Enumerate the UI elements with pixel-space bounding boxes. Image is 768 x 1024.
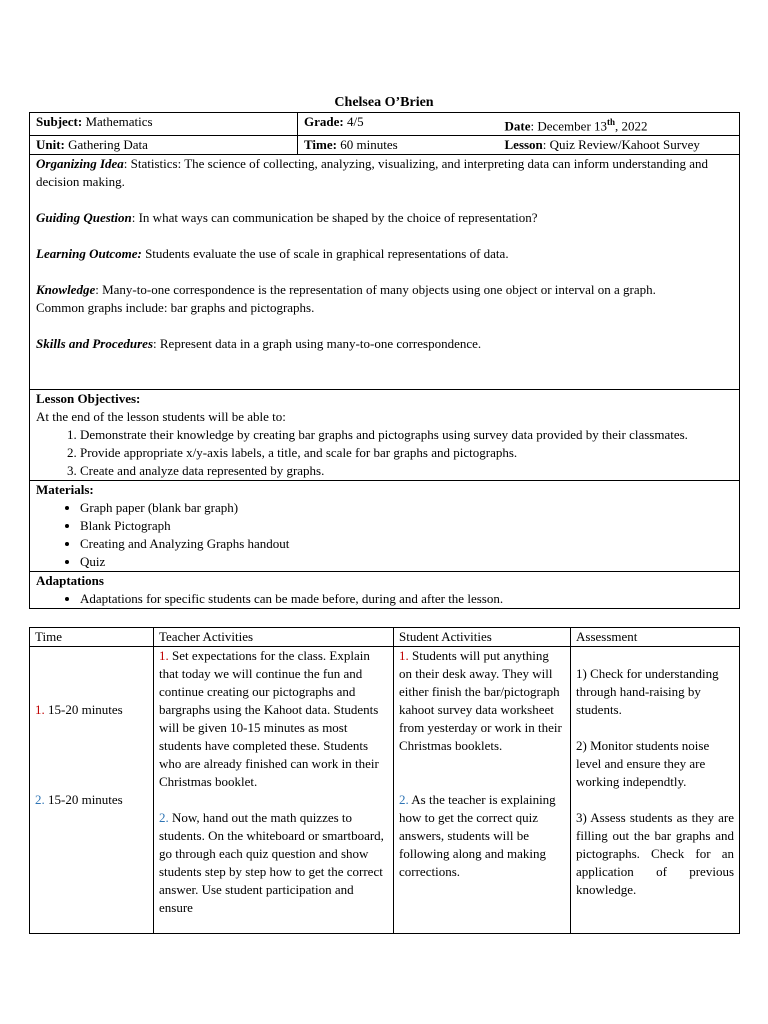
activities-body-row [30, 647, 740, 934]
time-value: 60 minutes [340, 137, 398, 153]
subject-cell: Subject: Mathematics [30, 113, 298, 136]
date-cell: Date: December 13th, 2022 [499, 113, 740, 136]
student-step-1: 1. Students will put anything on their desk away. They will either finish the bar/pictograph kahoot survey data worksheet from yesterday or work in their Christmas booklets. [399, 648, 562, 753]
objectives-cell [30, 390, 740, 481]
grade-value: 4/5 [346, 114, 364, 129]
time-step-2: 2. 15-20 minutes [35, 792, 123, 807]
materials-cell [30, 481, 740, 572]
knowledge-graphs: Common graphs include: bar graphs and pictographs. [36, 300, 315, 316]
subject-value: Mathematics [85, 114, 153, 129]
materials-row [30, 481, 740, 572]
lesson-cell: Lesson: Quiz Review/Kahoot Survey [499, 136, 740, 155]
assessment-2: 2) Monitor students noise level and ensure they are working independtly. [576, 738, 710, 789]
activities-header-row [30, 628, 740, 647]
teacher-column [154, 647, 394, 934]
lesson-plan-table [29, 112, 740, 609]
header-row-1 [30, 113, 740, 136]
date-value: : December 13 [530, 118, 608, 134]
col-header-assessment: Assessment [571, 628, 740, 647]
header-row-2 [30, 136, 740, 155]
teacher-step-1: 1. Set expectations for the class. Explain that today we will continue the fun and continue creating our pictographs and bargraphs using the Kahoot data. Students will be given 10-15 minutes as most students have completed these. Students who are already finished can work in their Christmas booklet. [159, 648, 379, 789]
material-item: • Graph paper (blank bar graph) [80, 499, 733, 517]
assessment-3: 3) Assess students as they are filling out the bar graphs and pictographs. Check for an application of previous knowledge. [576, 810, 734, 897]
unit-cell: Unit: Gathering Data [30, 136, 298, 155]
knowledge: Knowledge: Many-to-one correspondence is the representation of many objects using one object or interval on a graph. [36, 282, 656, 298]
materials-heading: Materials: [36, 482, 94, 498]
materials-list [36, 499, 733, 571]
col-header-student: Student Activities [394, 628, 571, 647]
objective-item: 1. Demonstrate their knowledge by creating bar graphs and pictographs using survey data provided by their classmates. [80, 426, 733, 444]
adaptations-row [30, 572, 740, 609]
activities-table [29, 627, 740, 934]
unit-value: Gathering Data [68, 137, 148, 153]
overview-row [30, 155, 740, 390]
objectives-heading: Lesson Objectives: [36, 391, 141, 407]
overview-cell [30, 155, 740, 390]
assessment-1: 1) Check for understanding through hand-raising by students. [576, 666, 719, 717]
skills-procedures: Skills and Procedures: Represent data in a graph using many-to-one correspondence. [36, 336, 482, 352]
objectives-intro: At the end of the lesson students will be able to: [36, 409, 286, 425]
learning-outcome: Learning Outcome: Students evaluate the use of scale in graphical representations of data. [36, 246, 509, 262]
lesson-value: : Quiz Review/Kahoot Survey [542, 137, 700, 153]
author-name: Chelsea O’Brien [334, 95, 434, 110]
guiding-question: Guiding Question: In what ways can communication be shaped by the choice of representation? [36, 210, 538, 226]
student-column [394, 647, 571, 934]
adaptations-cell [30, 572, 740, 609]
col-header-teacher: Teacher Activities [154, 628, 394, 647]
material-item: • Quiz [80, 553, 733, 571]
student-step-2: 2. As the teacher is explaining how to get the correct quiz answers, students will be following along and making corrections. [399, 792, 556, 879]
material-item: • Creating and Analyzing Graphs handout [80, 535, 733, 553]
material-item: • Blank Pictograph [80, 517, 733, 535]
col-header-time: Time [30, 628, 154, 647]
time-step-1: 1. 15-20 minutes [35, 702, 123, 717]
grade-cell: Grade: 4/5 [298, 113, 499, 136]
time-column [30, 647, 154, 934]
adaptations-list [36, 590, 733, 608]
objectives-list [36, 426, 733, 480]
assessment-column [571, 647, 740, 934]
organizing-idea: Organizing Idea: Statistics: The science of collecting, analyzing, visualizing, and interpreting data can inform understanding and decision making. [36, 156, 709, 190]
objectives-row [30, 390, 740, 481]
objective-item: 2. Provide appropriate x/y-axis labels, a title, and scale for bar graphs and pictographs. [80, 444, 733, 462]
objective-item: 3. Create and analyze data represented by graphs. [80, 462, 733, 480]
adaptations-heading: Adaptations [36, 573, 104, 589]
teacher-step-2: 2. Now, hand out the math quizzes to students. On the whiteboard or smartboard, go through each quiz question and show students step by step how to get the correct answer. Use student participation and ensure [159, 810, 384, 915]
time-cell: Time: 60 minutes [298, 136, 499, 155]
adaptation-item: • Adaptations for specific students can be made before, during and after the lesson. [80, 590, 733, 608]
